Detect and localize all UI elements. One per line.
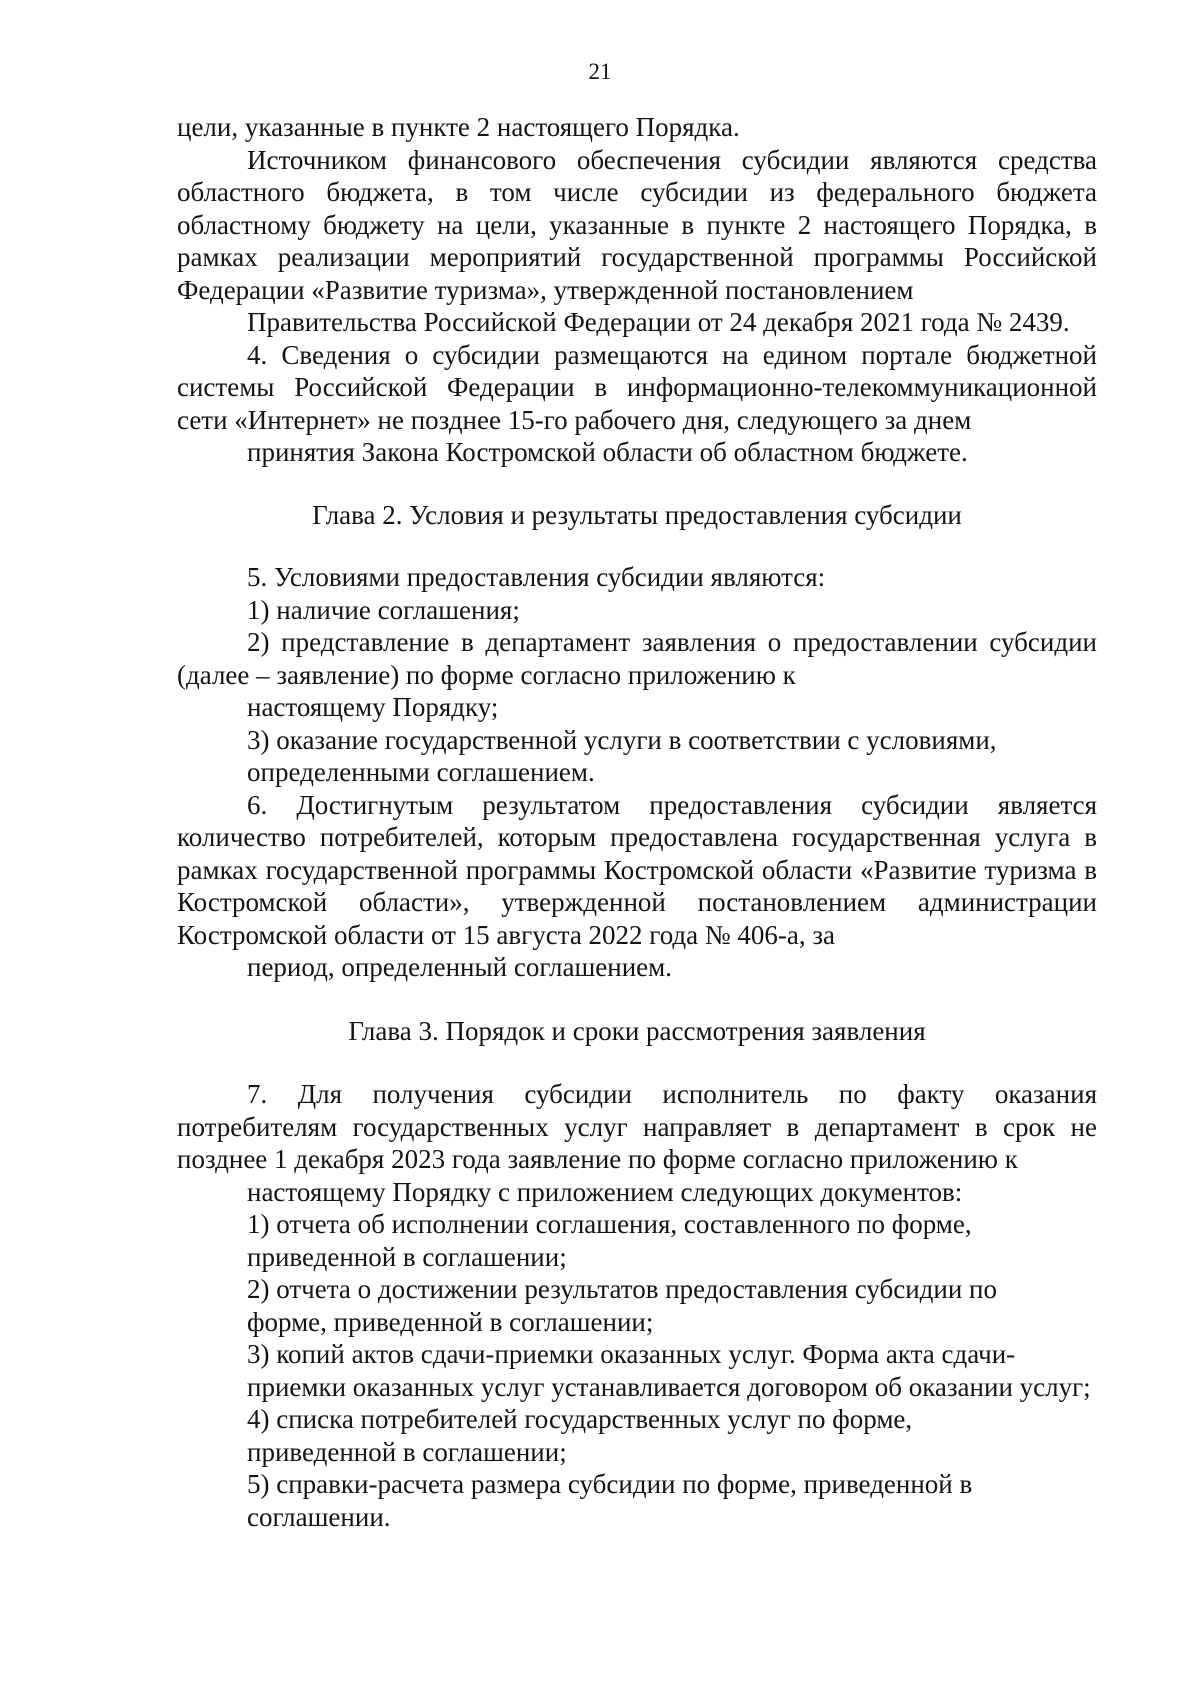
chapter-3-heading: Глава 3. Порядок и сроки рассмотрения заявления	[348, 1015, 926, 1046]
list-item	[177, 1468, 1097, 1533]
list-item	[177, 1273, 1097, 1338]
paragraph-text: 3) копий актов сдачи-приемки оказанных услуг. Форма акта сдачи-	[247, 1339, 1016, 1369]
paragraph-last-line: настоящему Порядку;	[247, 692, 499, 722]
paragraph-text: 3) оказание государственной услуги в соответствии с условиями,	[247, 724, 997, 755]
paragraph-text: 6. Достигнутым результатом предоставления субсидии является количество потребителей, которым предоставлена государственная услуга в рамках государственной программы Костромской области «Развитие туризма в Костромской области», утвержденной постановлением администрации Костромской области от 15 августа 2022 года № 406-а, за	[177, 789, 1097, 950]
list-item	[177, 1338, 1097, 1403]
paragraph-goals: цели, указанные в пункте 2 настоящего Порядка.	[177, 112, 740, 142]
list-item	[177, 626, 1097, 724]
paragraph-text: 7. Для получения субсидии исполнитель по факту оказания потребителям государственных услуг направляет в департамент в срок не позднее 1 декабря 2023 года заявление по форме согласно приложению к	[177, 1079, 1097, 1174]
list-item: 1) наличие соглашения;	[247, 594, 520, 625]
page-number: 21	[588, 59, 612, 84]
list-item	[177, 1403, 1097, 1468]
paragraph-last-line: приемки оказанных услуг устанавливается договором об оказании услуг;	[247, 1371, 1091, 1402]
paragraph-last-line: приведенной в соглашении;	[247, 1241, 567, 1272]
paragraph-last-line: настоящему Порядку с приложением следующих документов:	[247, 1176, 963, 1207]
paragraph-text: 4) списка потребителей государственных услуг по форме,	[247, 1404, 913, 1434]
paragraph-text: 4. Сведения о субсидии размещаются на едином портале бюджетной системы Российской Федерации в информационно-телекоммуникационной сети «Интернет» не позднее 15-го рабочего дня, следующего за днем	[177, 339, 1097, 435]
paragraph-last-line: период, определенный соглашением.	[247, 952, 672, 982]
paragraph-5: 5. Условиями предоставления субсидии являются:	[247, 562, 826, 592]
document-body	[177, 111, 1097, 1533]
list-item	[177, 724, 1097, 789]
paragraph-last-line: форме, приведенной в соглашении;	[247, 1306, 654, 1337]
paragraph-text: 1) отчета об исполнении соглашения, составленного по форме,	[247, 1209, 972, 1239]
paragraph-last-line: соглашении.	[247, 1501, 391, 1532]
chapter-2-heading: Глава 2. Условия и результаты предоставления субсидии	[312, 499, 962, 530]
paragraph-text: 2) отчета о достижении результатов предоставления субсидии по	[247, 1274, 998, 1304]
paragraph-4	[177, 339, 1097, 469]
paragraph-funding-source	[177, 144, 1097, 339]
paragraph-text: Источником финансового обеспечения субсидии являются средства областного бюджета, в том числе субсидии из федерального бюджета областному бюджету на цели, указанные в пункте 2 настоящего Порядка, в рамках реализации мероприятий государственной программы Российской Федерации «Развитие туризма», утвержденной постановлением	[177, 144, 1097, 305]
paragraph-7	[177, 1078, 1097, 1208]
paragraph-text: 2) представление в департамент заявления о предоставлении субсидии (далее – заявление) по форме согласно приложению к	[177, 627, 1097, 690]
paragraph-last-line: принятия Закона Костромской области об областном бюджете.	[247, 437, 968, 467]
paragraph-text: 5) справки-расчета размера субсидии по форме, приведенной в	[247, 1469, 973, 1499]
paragraph-6	[177, 789, 1097, 984]
paragraph-last-line: Правительства Российской Федерации от 24 декабря 2021 года № 2439.	[247, 307, 1070, 337]
paragraph-last-line: определенными соглашением.	[247, 757, 595, 787]
paragraph-last-line: приведенной в соглашении;	[247, 1436, 567, 1467]
list-item	[177, 1208, 1097, 1273]
